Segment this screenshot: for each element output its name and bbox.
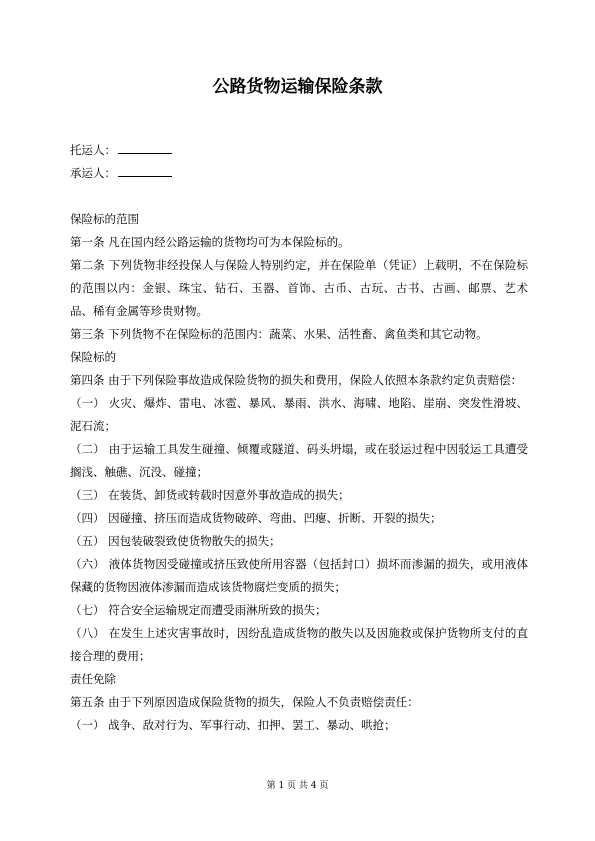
article-5: 第五条 由于下列原因造成保险货物的损失，保险人不负责赔偿责任： bbox=[70, 695, 419, 709]
section-heading-scope: 保险标的范围 bbox=[70, 212, 139, 226]
section-heading-subject: 保险标的 bbox=[70, 350, 116, 364]
article-3: 第三条 下列货物不在保险标的范围内：蔬菜、水果、活牲畜、禽鱼类和其它动物。 bbox=[70, 327, 488, 341]
party-fields bbox=[70, 139, 530, 185]
shipper-label: 托运人： bbox=[70, 143, 116, 157]
article-4-item-3: （三） 在装货、卸货或转载时因意外事故造成的损失； bbox=[70, 488, 350, 502]
article-5-item-1: （一） 战争、敌对行为、军事行动、扣押、罢工、暴动、哄抢； bbox=[70, 718, 396, 732]
section-heading-exclusions: 责任免除 bbox=[70, 672, 116, 686]
page-number-footer: 第 1 页 共 4 页 bbox=[266, 781, 329, 791]
carrier-label: 承运人： bbox=[70, 166, 116, 180]
article-1: 第一条 凡在国内经公路运输的货物均可为本保险标的。 bbox=[70, 235, 350, 249]
document-body bbox=[70, 208, 528, 737]
article-4-item-4: （四） 因碰撞、挤压而造成货物破碎、弯曲、凹瘪、折断、开裂的损失； bbox=[70, 511, 442, 525]
shipper-blank-line bbox=[118, 140, 172, 154]
carrier-field bbox=[70, 162, 530, 185]
article-4-item-6: （六） 液体货物因受碰撞或挤压致使所用容器（包括封口）损坏而渗漏的损失，或用液体保藏的货物因液体渗漏而造成该货物腐烂变质的损失； bbox=[70, 557, 528, 594]
article-4-item-5: （五） 因包装破裂致使货物散失的损失； bbox=[70, 534, 281, 548]
article-4-item-8: （八） 在发生上述灾害事故时，因纷乱造成货物的散失以及因施救或保护货物所支付的直接合理的费用； bbox=[70, 626, 528, 663]
article-4-item-1: （一） 火灾、爆炸、雷电、冰雹、暴风、暴雨、洪水、海啸、地陷、崖崩、突发性滑坡、泥石流； bbox=[70, 396, 528, 433]
article-4-item-7: （七） 符合安全运输规定而遭受雨淋所致的损失； bbox=[70, 603, 327, 617]
article-4-item-2: （二） 由于运输工具发生碰撞、倾覆或隧道、码头坍塌，或在驳运过程中因驳运工具遭受搁浅、触礁、沉没、碰撞； bbox=[70, 442, 528, 479]
shipper-field bbox=[70, 139, 530, 162]
document-title: 公路货物运输保险条款 bbox=[212, 77, 383, 97]
carrier-blank-line bbox=[118, 163, 172, 177]
article-2: 第二条 下列货物非经投保人与保险人特别约定，并在保险单（凭证）上载明，不在保险标的范围以内：金银、珠宝、钻石、玉器、首饰、古币、古玩、古书、古画、邮票、艺术品、稀有金属等珍贵财物。 bbox=[70, 258, 528, 318]
article-4: 第四条 由于下列保险事故造成保险货物的损失和费用，保险人依照本条款约定负责赔偿： bbox=[70, 373, 523, 387]
